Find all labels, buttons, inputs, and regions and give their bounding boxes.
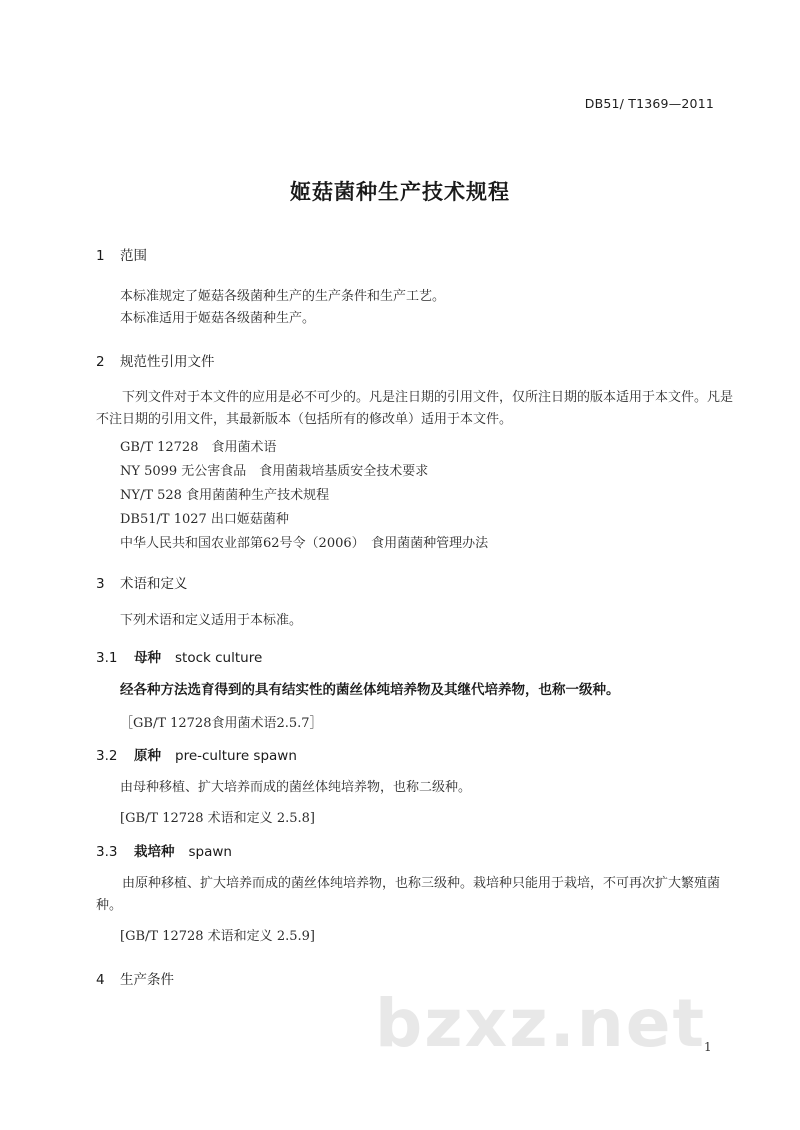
section-3-intro: 下列术语和定义适用于本标准。 — [120, 613, 303, 628]
term-3-3-source: [GB/T 12728 术语和定义 2.5.9] — [120, 929, 315, 944]
section-1-body — [96, 286, 764, 330]
document-title: 姬菇菌种生产技术规程 — [290, 180, 510, 204]
section-title: 范围 — [120, 248, 147, 264]
paragraph: 本标准适用于姬菇各级菌种生产。 — [120, 311, 316, 326]
standard-code: DB51/ T1369—2011 — [584, 96, 714, 111]
section-title: 生产条件 — [120, 972, 174, 988]
section-3-heading — [96, 572, 188, 592]
term-3-3-heading — [96, 840, 232, 860]
section-number: 2 — [96, 354, 105, 370]
term-zh: 母种 — [134, 650, 161, 666]
term-number: 3.1 — [96, 650, 118, 666]
term-3-2-definition: 由母种移植、扩大培养而成的菌丝体纯培养物，也称二级种。 — [120, 780, 472, 795]
term-zh: 原种 — [134, 748, 161, 764]
term-en: pre-culture spawn — [175, 748, 297, 764]
term-3-2-source: [GB/T 12728 术语和定义 2.5.8] — [120, 811, 315, 826]
section-number: 4 — [96, 972, 105, 988]
section-number: 3 — [96, 576, 105, 592]
term-zh: 栽培种 — [134, 844, 175, 860]
section-title: 规范性引用文件 — [120, 354, 215, 370]
section-1-heading — [96, 244, 147, 264]
section-title: 术语和定义 — [120, 576, 188, 592]
section-2-heading — [96, 350, 215, 370]
term-3-1-definition: 经各种方法选育得到的具有结实性的菌丝体纯培养物及其继代培养物，也称一级种。 — [120, 682, 620, 698]
term-3-3-definition: 由原种移植、扩大培养而成的菌丝体纯培养物，也称三级种。栽培种只能用于栽培，不可再次扩大繁殖菌种。 — [96, 876, 721, 913]
reference-item: 中华人民共和国农业部第62号令（2006） 食用菌菌种管理办法 — [120, 536, 489, 551]
page-number: 1 — [704, 1040, 712, 1054]
section-number: 1 — [96, 248, 105, 264]
reference-item: NY/T 528 食用菌菌种生产技术规程 — [120, 488, 330, 503]
section-4-heading — [96, 968, 174, 988]
section-2-intro: 下列文件对于本文件的应用是必不可少的。凡是注日期的引用文件，仅所注日期的版本适用于本文件。凡是不注日期的引用文件，其最新版本（包括所有的修改单）适用于本文件。 — [96, 390, 734, 427]
term-en: stock culture — [175, 650, 263, 666]
term-3-1-source: ［GB/T 12728食用菌术语2.5.7］ — [120, 716, 323, 731]
term-en: spawn — [188, 844, 232, 860]
term-number: 3.3 — [96, 844, 118, 860]
normative-references-list — [96, 436, 764, 556]
reference-item: DB51/T 1027 出口姬菇菌种 — [120, 512, 289, 527]
term-3-2-heading — [96, 744, 297, 764]
paragraph: 本标准规定了姬菇各级菌种生产的生产条件和生产工艺。 — [120, 289, 446, 304]
term-3-1-heading — [96, 646, 262, 666]
reference-item: NY 5099 无公害食品 食用菌栽培基质安全技术要求 — [120, 464, 429, 479]
term-number: 3.2 — [96, 748, 118, 764]
reference-item: GB/T 12728 食用菌术语 — [120, 440, 277, 455]
watermark: bzxz.net — [375, 985, 707, 1062]
